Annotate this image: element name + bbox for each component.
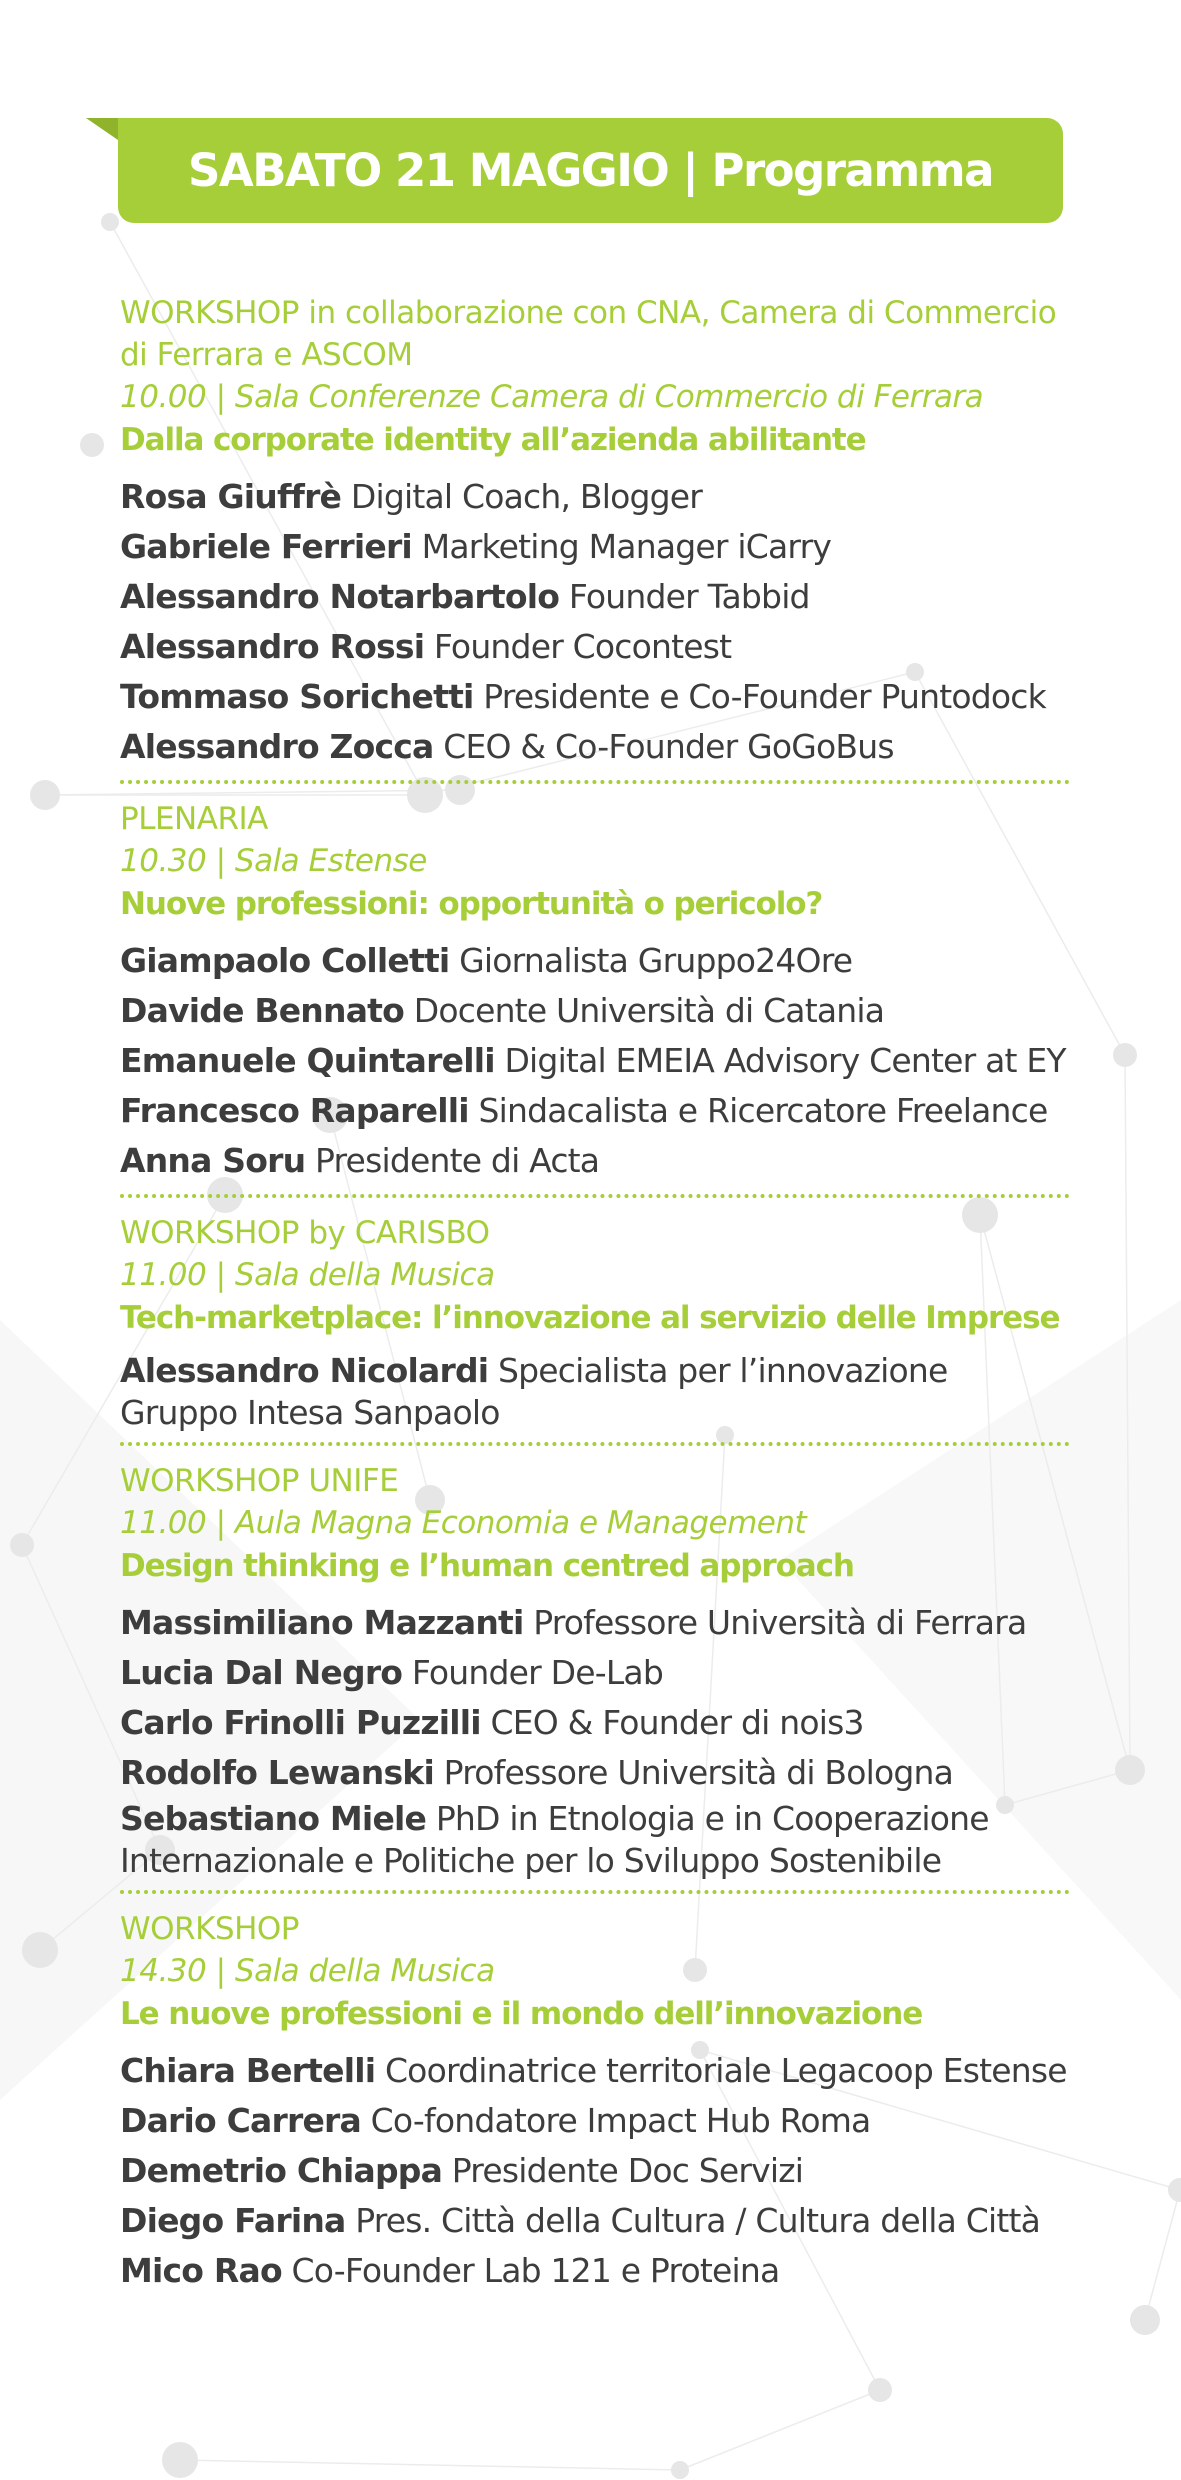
- speaker-list: [120, 472, 1070, 772]
- speaker-role: Professore Università di Bologna: [443, 1753, 954, 1792]
- speaker-row: [120, 572, 1070, 622]
- speaker-row: [120, 1086, 1070, 1136]
- speaker-row: [120, 522, 1070, 572]
- section-time-location: 14.30 | Sala della Musica: [120, 1953, 495, 1989]
- speaker-name: Lucia Dal Negro: [120, 1653, 403, 1692]
- speaker-name: Alessandro Nicolardi: [120, 1351, 489, 1390]
- section-topic: Tech-marketplace: l’innovazione al servizio delle Imprese: [120, 1300, 1060, 1336]
- speaker-role: Co-fondatore Impact Hub Roma: [370, 2101, 871, 2140]
- speaker-role: Professore Università di Ferrara: [533, 1603, 1027, 1642]
- program-section: [120, 798, 1070, 1186]
- speaker-list: [120, 936, 1070, 1186]
- speaker-name: Anna Soru: [120, 1141, 306, 1180]
- speaker-role: Giornalista Gruppo24Ore: [459, 941, 853, 980]
- speaker-name: Sebastiano Miele: [120, 1799, 427, 1838]
- speaker-role: CEO & Co-Founder GoGoBus: [443, 727, 894, 766]
- program-banner: [118, 118, 1063, 223]
- speaker-list: [120, 1350, 1070, 1434]
- program-section: [120, 292, 1070, 772]
- speaker-role: Co-Founder Lab 121 e Proteina: [291, 2251, 780, 2290]
- speaker-row: [120, 2046, 1070, 2096]
- speaker-row: [120, 2196, 1070, 2246]
- speaker-row: [120, 936, 1070, 986]
- program-content: [120, 292, 1070, 2296]
- speaker-row: [120, 2146, 1070, 2196]
- speaker-role: Founder Cocontest: [433, 627, 732, 666]
- speaker-name: Rosa Giuffrè: [120, 477, 342, 516]
- speaker-row: [120, 672, 1070, 722]
- speaker-role: Founder De-Lab: [411, 1653, 663, 1692]
- speaker-name: Rodolfo Lewanski: [120, 1753, 434, 1792]
- speaker-row: [120, 2246, 1070, 2296]
- speaker-role: Docente Università di Catania: [413, 991, 885, 1030]
- program-section: [120, 1212, 1070, 1434]
- speaker-name: Emanuele Quintarelli: [120, 1041, 495, 1080]
- speaker-list: [120, 2046, 1070, 2296]
- speaker-name: Alessandro Zocca: [120, 727, 434, 766]
- speaker-row: [120, 1798, 1070, 1882]
- banner-fold: [86, 118, 118, 140]
- speaker-role: Presidente e Co-Founder Puntodock: [483, 677, 1046, 716]
- speaker-list: [120, 1598, 1070, 1882]
- speaker-role: Coordinatrice territoriale Legacoop Estense: [384, 2051, 1067, 2090]
- section-topic: Dalla corporate identity all’azienda abilitante: [120, 422, 866, 458]
- speaker-name: Davide Bennato: [120, 991, 405, 1030]
- speaker-row: [120, 1698, 1070, 1748]
- speaker-role: Marketing Manager iCarry: [421, 527, 832, 566]
- speaker-row: [120, 1136, 1070, 1186]
- section-divider: [120, 1194, 1070, 1198]
- section-type: WORKSHOP UNIFE: [120, 1463, 399, 1499]
- section-time-location: 10.30 | Sala Estense: [120, 843, 427, 879]
- speaker-role: Sindacalista e Ricercatore Freelance: [478, 1091, 1048, 1130]
- speaker-name: Gabriele Ferrieri: [120, 527, 412, 566]
- section-time-location: 10.00 | Sala Conferenze Camera di Commercio di Ferrara: [120, 379, 984, 415]
- section-type: PLENARIA: [120, 801, 268, 837]
- speaker-row: [120, 1350, 1070, 1434]
- section-type: WORKSHOP by CARISBO: [120, 1215, 490, 1251]
- speaker-name: Chiara Bertelli: [120, 2051, 376, 2090]
- section-type: WORKSHOP in collaborazione con CNA, Camera di Commercio di Ferrara e ASCOM: [120, 295, 1057, 373]
- speaker-row: [120, 1598, 1070, 1648]
- speaker-name: Diego Farina: [120, 2201, 346, 2240]
- speaker-row: [120, 2096, 1070, 2146]
- speaker-row: [120, 1748, 1070, 1798]
- speaker-name: Alessandro Notarbartolo: [120, 577, 560, 616]
- banner-title: SABATO 21 MAGGIO | Programma: [187, 144, 994, 197]
- speaker-role: Specialista per l’innovazione Gruppo Intesa Sanpaolo: [120, 1351, 948, 1432]
- speaker-name: Francesco Raparelli: [120, 1091, 469, 1130]
- section-time-location: 11.00 | Sala della Musica: [120, 1257, 495, 1293]
- speaker-row: [120, 1648, 1070, 1698]
- program-section: [120, 1460, 1070, 1882]
- program-section: [120, 1908, 1070, 2296]
- section-divider: [120, 780, 1070, 784]
- speaker-role: Digital Coach, Blogger: [350, 477, 703, 516]
- speaker-role: Founder Tabbid: [568, 577, 810, 616]
- section-time-location: 11.00 | Aula Magna Economia e Management: [120, 1505, 807, 1541]
- speaker-role: CEO & Founder di nois3: [490, 1703, 864, 1742]
- section-topic: Nuove professioni: opportunità o pericolo?: [120, 886, 823, 922]
- speaker-row: [120, 722, 1070, 772]
- speaker-row: [120, 472, 1070, 522]
- section-divider: [120, 1442, 1070, 1446]
- speaker-role: Digital EMEIA Advisory Center at EY: [504, 1041, 1066, 1080]
- speaker-name: Demetrio Chiappa: [120, 2151, 443, 2190]
- speaker-role: Presidente Doc Servizi: [451, 2151, 804, 2190]
- speaker-name: Tommaso Sorichetti: [120, 677, 474, 716]
- speaker-name: Mico Rao: [120, 2251, 282, 2290]
- speaker-row: [120, 986, 1070, 1036]
- speaker-name: Giampaolo Colletti: [120, 941, 450, 980]
- section-topic: Le nuove professioni e il mondo dell’innovazione: [120, 1996, 923, 2032]
- speaker-name: Alessandro Rossi: [120, 627, 425, 666]
- speaker-row: [120, 1036, 1070, 1086]
- section-divider: [120, 1890, 1070, 1894]
- speaker-name: Massimiliano Mazzanti: [120, 1603, 524, 1642]
- speaker-role: Pres. Città della Cultura / Cultura della Città: [355, 2201, 1041, 2240]
- speaker-name: Carlo Frinolli Puzzilli: [120, 1703, 481, 1742]
- section-topic: Design thinking e l’human centred approach: [120, 1548, 854, 1584]
- section-type: WORKSHOP: [120, 1911, 300, 1947]
- speaker-row: [120, 622, 1070, 672]
- speaker-name: Dario Carrera: [120, 2101, 361, 2140]
- speaker-role: PhD in Etnologia e in Cooperazione Internazionale e Politiche per lo Sviluppo Sostenibile: [120, 1799, 989, 1880]
- speaker-role: Presidente di Acta: [315, 1141, 600, 1180]
